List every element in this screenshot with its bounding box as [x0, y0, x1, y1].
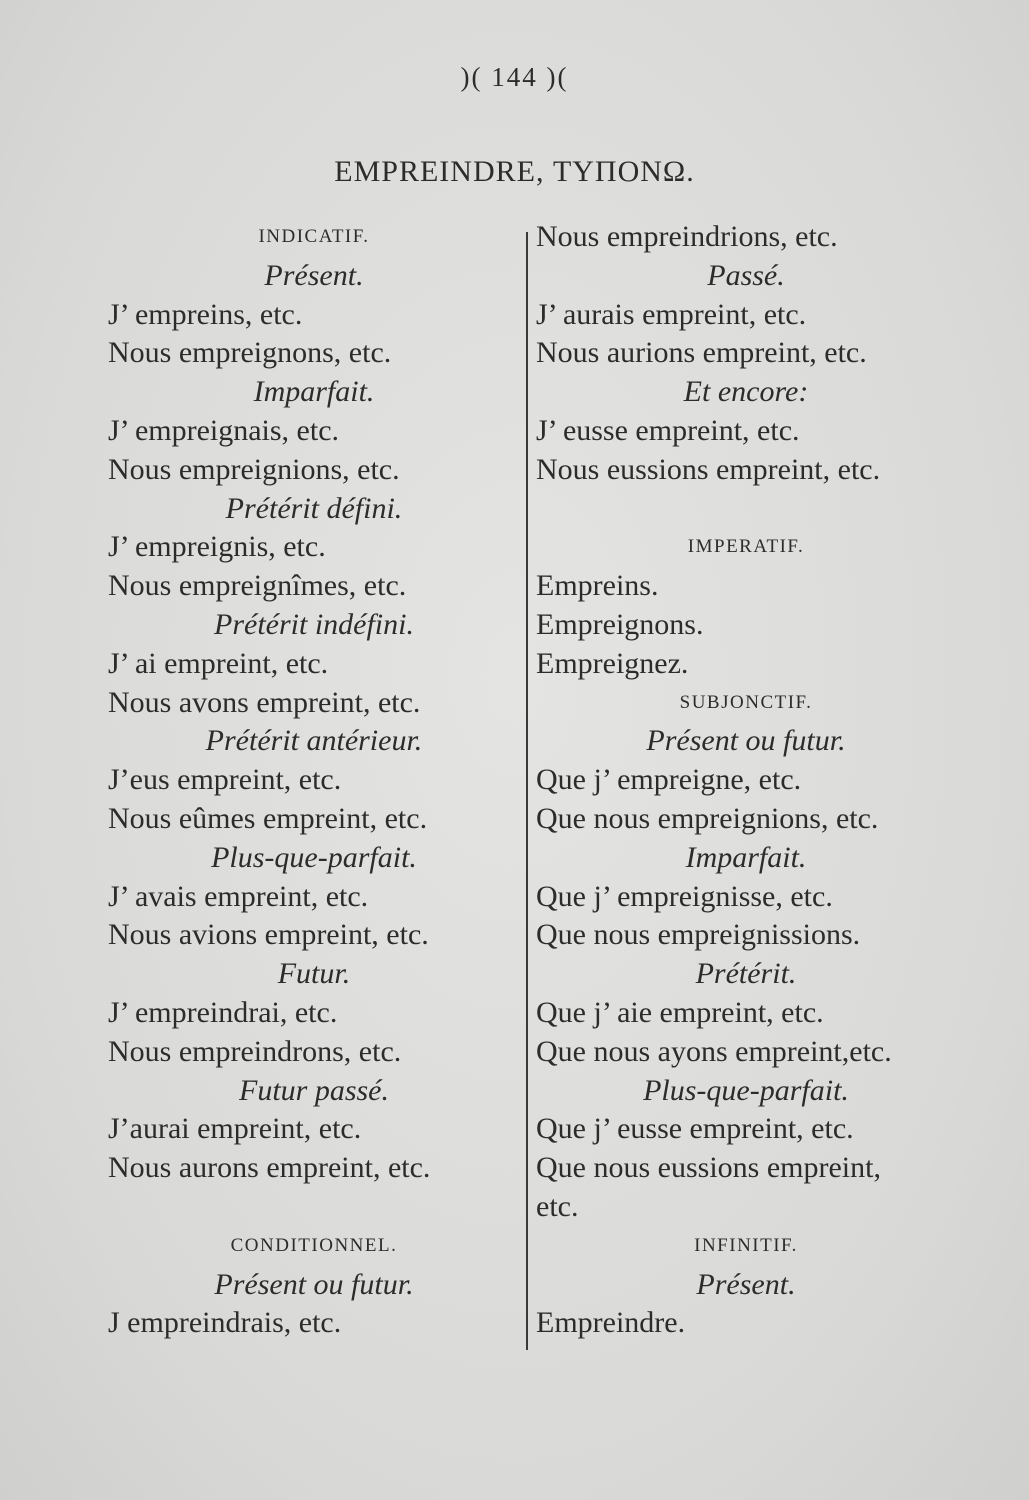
- conjugation-line: Que j’ aie empreint, etc.: [536, 995, 824, 1029]
- conjugation-line: J’aurai empreint, etc.: [108, 1112, 362, 1146]
- spacer: [108, 1188, 520, 1227]
- conjugation-line: Empreignez.: [536, 646, 689, 680]
- mood-heading: IMPERATIF.: [687, 536, 805, 558]
- conjugation-line: J’ aurais empreint, etc.: [536, 297, 807, 331]
- conjugation-line: Que nous ayons empreint,etc.: [536, 1034, 892, 1068]
- mood-heading: SUBJONCTIF.: [679, 691, 813, 713]
- conjugation-line: Nous empreindrions, etc.: [536, 220, 838, 253]
- conjugation-line: Que j’ eusse empreint, etc.: [536, 1112, 854, 1146]
- tense-heading: Imparfait.: [685, 840, 807, 874]
- conjugation-line: Nous aurions empreint, etc.: [536, 336, 867, 370]
- tense-heading: Prétérit.: [695, 957, 797, 991]
- tense-heading: Imparfait.: [253, 375, 375, 409]
- mood-heading: CONDITIONNEL.: [230, 1234, 398, 1256]
- tense-heading: Présent.: [264, 258, 364, 292]
- spacer: [536, 490, 956, 529]
- conjugation-line: Que j’ empreignisse, etc.: [536, 879, 833, 913]
- conjugation-line: Nous eûmes empreint, etc.: [108, 801, 428, 835]
- conjugation-line: Nous empreignions, etc.: [108, 452, 400, 486]
- conjugation-line: etc.: [536, 1189, 579, 1223]
- tense-heading: Présent.: [696, 1267, 796, 1301]
- conjugation-line: Empreignons.: [536, 607, 704, 641]
- tense-heading: Plus-que-parfait.: [211, 840, 417, 874]
- conjugation-line: J empreindrais, etc.: [108, 1306, 342, 1340]
- page-title: EMPREINDRE, ΤΥΠΟΝΩ.: [334, 155, 695, 188]
- conjugation-line: Nous aurons empreint, etc.: [108, 1151, 431, 1185]
- conjugation-line: Nous avons empreint, etc.: [108, 685, 421, 719]
- conjugation-line: Empreins.: [536, 569, 659, 603]
- tense-heading: Plus-que-parfait.: [643, 1073, 849, 1107]
- conjugation-line: Nous eussions empreint, etc.: [536, 452, 881, 486]
- conjugation-line: J’ empreins, etc.: [108, 297, 303, 331]
- conjugation-line: Nous avions empreint, etc.: [108, 918, 429, 952]
- mood-heading: INFINITIF.: [694, 1234, 798, 1256]
- tense-heading: Présent ou futur.: [214, 1267, 414, 1301]
- conjugation-line: J’ empreindrai, etc.: [108, 995, 338, 1029]
- conjugation-line: Nous empreindrons, etc.: [108, 1034, 402, 1068]
- tense-heading: Futur.: [277, 957, 351, 991]
- tense-heading: Prétérit défini.: [225, 491, 403, 525]
- conjugation-line: J’ eusse empreint, etc.: [536, 413, 800, 447]
- conjugation-line: J’eus empreint, etc.: [108, 763, 342, 797]
- tense-heading: Futur passé.: [239, 1073, 389, 1107]
- mood-heading: INDICATIF.: [258, 226, 370, 247]
- column-divider: [526, 232, 528, 1350]
- conjugation-line: J’ ai empreint, etc.: [108, 646, 329, 680]
- conjugation-line: J’ avais empreint, etc.: [108, 879, 369, 913]
- tense-heading: Prétérit antérieur.: [205, 724, 423, 758]
- conjugation-line: Que nous empreignissions.: [536, 918, 861, 952]
- tense-heading: Passé.: [707, 258, 785, 292]
- conjugation-line: Que nous empreignions, etc.: [536, 801, 879, 835]
- right-column: [536, 218, 956, 1343]
- conjugation-line: Nous empreignons, etc.: [108, 336, 392, 370]
- conjugation-line: Empreindre.: [536, 1306, 686, 1340]
- conjugation-line: Que nous eussions empreint,: [536, 1151, 881, 1185]
- conjugation-line: J’ empreignais, etc.: [108, 413, 340, 447]
- page-number: )( 144 )(: [460, 62, 569, 92]
- tense-heading: Et encore:: [683, 375, 809, 409]
- left-column: [108, 218, 520, 1343]
- conjugation-line: Nous empreignîmes, etc.: [108, 569, 407, 603]
- tense-heading: Prétérit indéfini.: [214, 607, 414, 641]
- tense-heading: Présent ou futur.: [646, 724, 846, 758]
- conjugation-line: J’ empreignis, etc.: [108, 530, 326, 564]
- conjugation-line: Que j’ empreigne, etc.: [536, 763, 802, 797]
